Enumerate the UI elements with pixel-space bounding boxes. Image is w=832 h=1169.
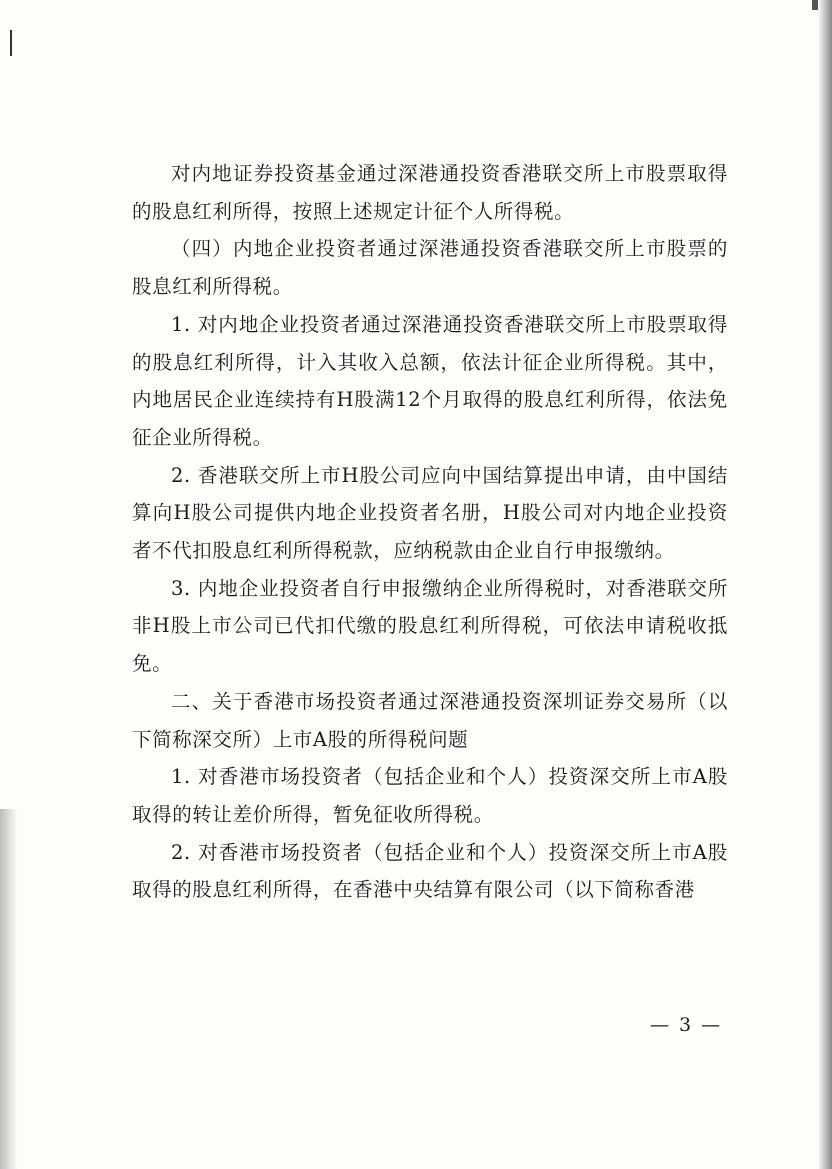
paragraph: 3. 内地企业投资者自行申报缴纳企业所得税时，对香港联交所非H股上市公司已代扣代缴的股息红利所得税，可依法申请税收抵免。 bbox=[132, 576, 728, 676]
paragraph: （四）内地企业投资者通过深港通投资香港联交所上市股票的股息红利所得税。 bbox=[132, 237, 728, 299]
paragraph: 1. 对香港市场投资者（包括企业和个人）投资深交所上市A股取得的转让差价所得，暂免征收所得税。 bbox=[132, 765, 728, 826]
page-number: — 3 — bbox=[650, 1014, 723, 1036]
paragraph: 1. 对内地企业投资者通过深港通投资香港联交所上市股票取得的股息红利所得，计入其收入总额，依法计征企业所得税。其中，内地居民企业连续持有H股满12个月取得的股息红利所得，依法免征企业所得税。 bbox=[132, 312, 728, 449]
section-heading: 二、关于香港市场投资者通过深港通投资深圳证券交易所（以下简称深交所）上市A股的所得税问题 bbox=[132, 689, 728, 751]
paragraph: 2. 香港联交所上市H股公司应向中国结算提出申请，由中国结算向H股公司提供内地企业投资者名册，H股公司对内地企业投资者不代扣股息红利所得税款，应纳税款由企业自行申报缴纳。 bbox=[132, 463, 728, 563]
paragraph: 对内地证券投资基金通过深港通投资香港联交所上市股票取得的股息红利所得，按照上述规定计征个人所得税。 bbox=[132, 162, 728, 223]
document-body bbox=[132, 155, 728, 909]
scan-edge-shadow bbox=[818, 0, 832, 1169]
scan-edge-shadow bbox=[0, 809, 18, 1169]
paragraph: 2. 对香港市场投资者（包括企业和个人）投资深交所上市A股取得的股息红利所得，在香港中央结算有限公司（以下简称香港 bbox=[132, 840, 728, 902]
scan-mark bbox=[10, 30, 12, 56]
